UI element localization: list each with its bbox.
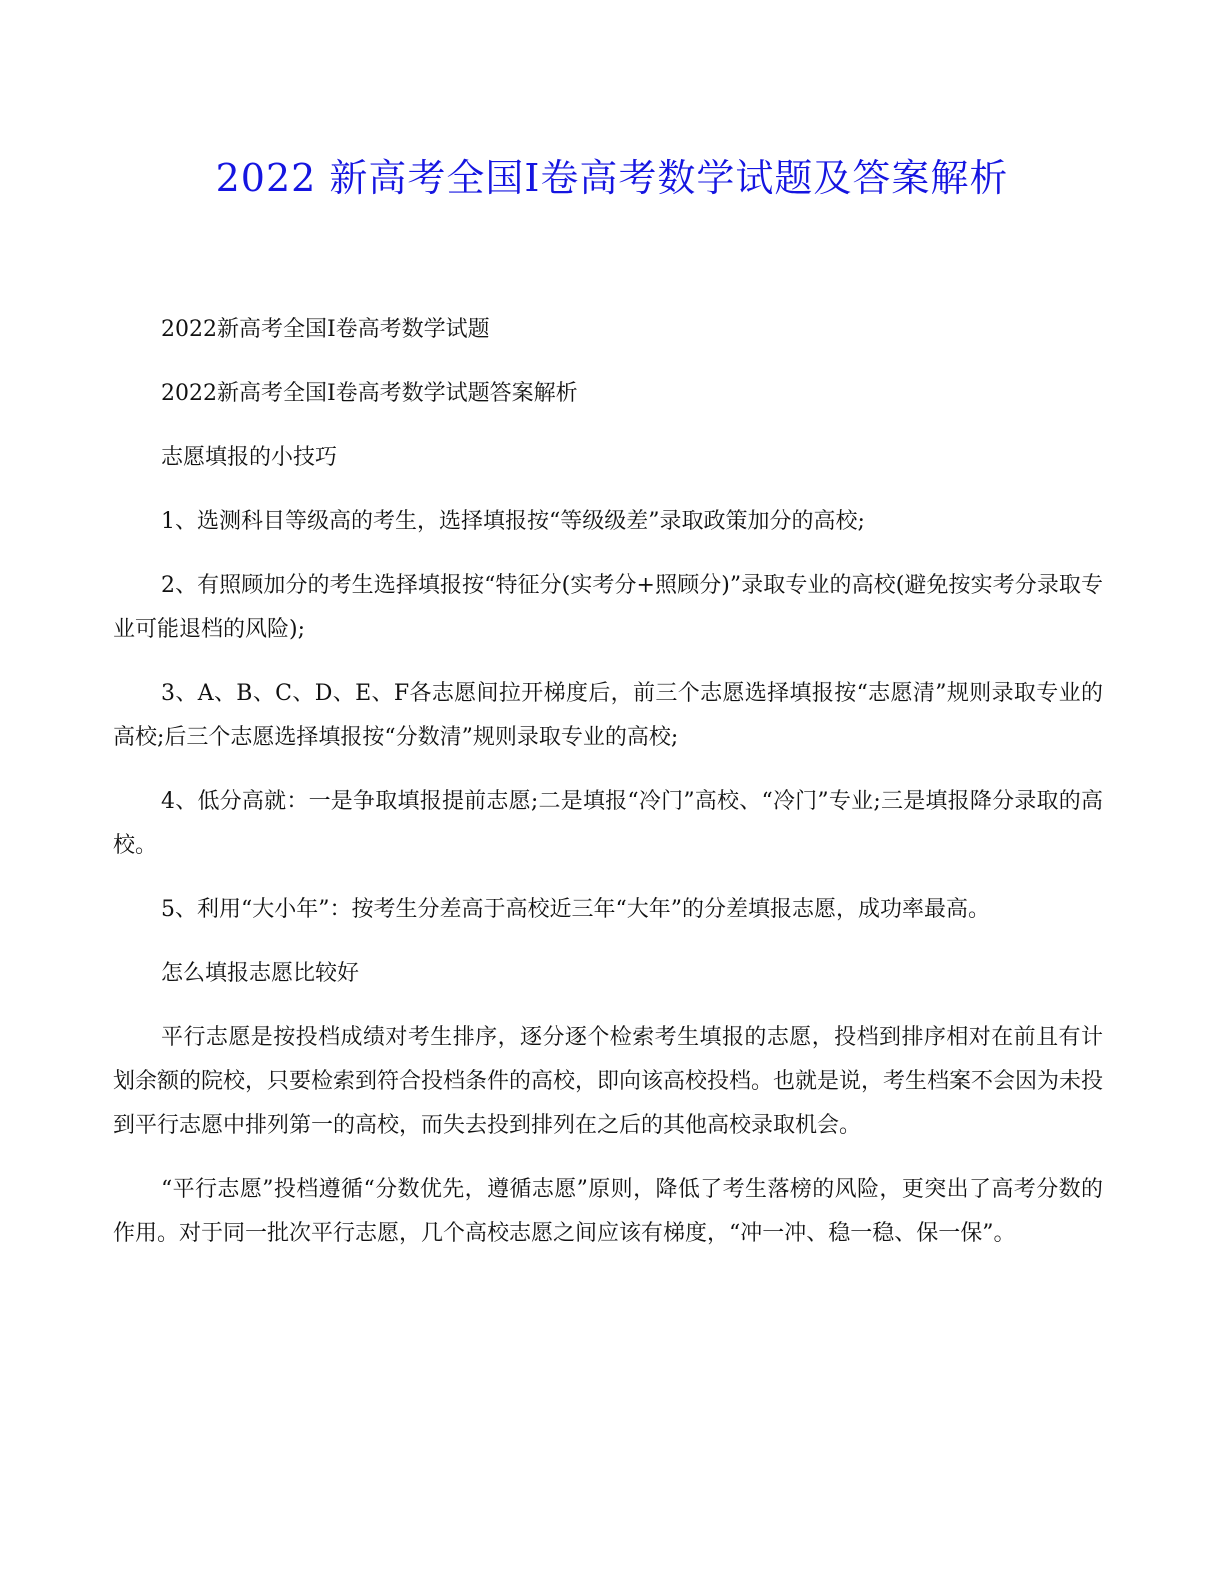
paragraph-exam-answers: 2022新高考全国Ⅰ卷高考数学试题答案解析 <box>161 381 578 406</box>
paragraph-tip-3: 3、A、B、C、D、E、F各志愿间拉开梯度后，前三个志愿选择填报按“志愿清”规则录取专业的高校;后三个志愿选择填报按“分数清”规则录取专业的高校; <box>113 681 1103 750</box>
document-body <box>113 308 1103 1276</box>
paragraph-parallel-principle: “平行志愿”投档遵循“分数优先，遵循志愿”原则，降低了考生落榜的风险，更突出了高考分数的作用。对于同一批次平行志愿，几个高校志愿之间应该有梯度，“冲一冲、稳一稳、保一保”。 <box>113 1177 1103 1246</box>
section-heading-how-to-fill: 怎么填报志愿比较好 <box>161 961 360 986</box>
paragraph-parallel-explained: 平行志愿是按投档成绩对考生排序，逐分逐个检索考生填报的志愿，投档到排序相对在前且有计划余额的院校，只要检索到符合投档条件的高校，即向该高校投档。也就是说，考生档案不会因为未投到平行志愿中排列第一的高校，而失去投到排列在之后的其他高校录取机会。 <box>113 1025 1104 1138</box>
paragraph-exam-questions: 2022新高考全国Ⅰ卷高考数学试题 <box>161 317 490 342</box>
paragraph-tip-4: 4、低分高就：一是争取填报提前志愿;二是填报“冷门”高校、“冷门”专业;三是填报降分录取的高校。 <box>113 789 1104 858</box>
paragraph-tip-5: 5、利用“大小年”：按考生分差高于高校近三年“大年”的分差填报志愿，成功率最高。 <box>161 897 990 922</box>
document-title: 2022 新高考全国Ⅰ卷高考数学试题及答案解析 <box>215 156 1009 200</box>
section-heading-tips: 志愿填报的小技巧 <box>161 445 338 470</box>
paragraph-tip-2: 2、有照顾加分的考生选择填报按“特征分(实考分+照顾分)”录取专业的高校(避免按实考分录取专业可能退档的风险); <box>113 573 1103 642</box>
paragraph-tip-1: 1、选测科目等级高的考生，选择填报按“等级级差”录取政策加分的高校; <box>161 509 865 534</box>
